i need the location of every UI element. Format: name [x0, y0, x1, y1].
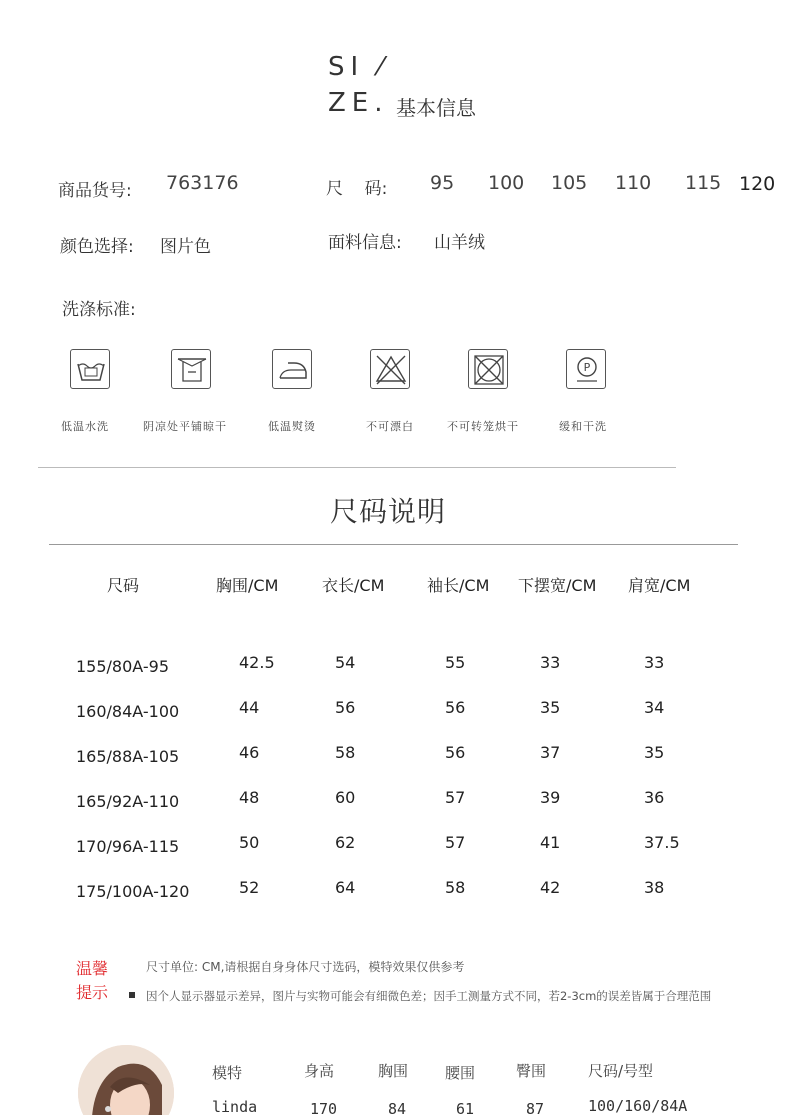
sku-label: 商品货号:	[58, 181, 132, 201]
logo-line1: SI ⁄	[328, 52, 389, 82]
model-header: 身高	[304, 1062, 335, 1080]
model-avatar	[78, 1045, 174, 1115]
table-cell: 42.5	[239, 653, 275, 672]
no-tumble-dry-icon	[468, 349, 508, 389]
tips-label: 温馨	[76, 959, 109, 978]
table-cell: 36	[644, 788, 665, 807]
divider	[49, 544, 738, 545]
no-bleach-icon	[370, 349, 410, 389]
low-temp-wash-icon	[70, 349, 110, 389]
table-cell: 160/84A-100	[76, 702, 180, 721]
color-label: 颜色选择:	[60, 237, 134, 257]
model-value: 100/160/84A	[588, 1097, 688, 1115]
wash-label: 不可漂白	[366, 420, 414, 433]
wash-label: 缓和干洗	[559, 420, 607, 433]
table-cell: 34	[644, 698, 665, 717]
color-value: 图片色	[160, 237, 211, 257]
logo-line2: ZE.	[328, 88, 389, 118]
table-cell: 35	[644, 743, 665, 762]
section-subtitle: 基本信息	[396, 96, 476, 120]
model-header: 臀围	[516, 1062, 547, 1080]
shade-dry-flat-icon	[171, 349, 211, 389]
size-value: 110	[615, 172, 652, 194]
table-cell: 62	[335, 833, 356, 852]
table-cell: 35	[540, 698, 561, 717]
table-cell: 55	[445, 653, 466, 672]
table-cell: 44	[239, 698, 260, 717]
table-header: 胸围/CM	[216, 576, 279, 595]
table-cell: 37.5	[644, 833, 680, 852]
table-cell: 155/80A-95	[76, 657, 170, 676]
table-cell: 175/100A-120	[76, 882, 190, 901]
wash-label: 低温水洗	[61, 420, 109, 433]
table-cell: 60	[335, 788, 356, 807]
table-cell: 39	[540, 788, 561, 807]
tip-text: 尺寸单位: CM,请根据自身身体尺寸选码，模特效果仅供参考	[146, 960, 465, 974]
table-cell: 58	[445, 878, 466, 897]
table-header: 衣长/CM	[322, 576, 385, 595]
table-cell: 57	[445, 788, 466, 807]
model-value: 61	[456, 1100, 475, 1115]
model-value: 170	[310, 1100, 338, 1115]
fabric-value: 山羊绒	[434, 233, 485, 253]
table-cell: 48	[239, 788, 260, 807]
tip-text: 因个人显示器显示差异，图片与实物可能会有细微色差；因手工测量方式不同，若2-3cm的误差皆属于合理范围	[146, 989, 712, 1003]
size-value: 115	[685, 172, 722, 194]
wash-standard-label: 洗涤标准:	[62, 300, 136, 320]
table-cell: 37	[540, 743, 561, 762]
low-temp-iron-icon	[272, 349, 312, 389]
table-header: 袖长/CM	[427, 576, 490, 595]
wash-label: 阴凉处平铺晾干	[143, 420, 227, 433]
size-chart-title: 尺码说明	[330, 495, 447, 528]
model-header: 胸围	[378, 1062, 409, 1080]
tips-label: 提示	[76, 983, 109, 1002]
divider	[38, 467, 676, 468]
size-label: 尺 码:	[326, 179, 388, 199]
table-header: 下摆宽/CM	[518, 576, 597, 595]
table-cell: 54	[335, 653, 356, 672]
sku-value: 763176	[166, 172, 239, 194]
fabric-label: 面料信息:	[328, 233, 402, 253]
table-cell: 33	[644, 653, 665, 672]
table-cell: 52	[239, 878, 260, 897]
table-cell: 56	[335, 698, 356, 717]
table-cell: 41	[540, 833, 561, 852]
size-value: 105	[551, 172, 588, 194]
size-value: 95	[430, 172, 455, 194]
table-cell: 56	[445, 698, 466, 717]
model-value: 84	[388, 1100, 407, 1115]
table-header: 肩宽/CM	[628, 576, 691, 595]
table-cell: 38	[644, 878, 665, 897]
table-cell: 46	[239, 743, 260, 762]
model-value: 87	[526, 1100, 545, 1115]
table-cell: 165/92A-110	[76, 792, 180, 811]
gentle-dry-clean-icon	[566, 349, 606, 389]
table-cell: 58	[335, 743, 356, 762]
wash-label: 不可转笼烘干	[447, 420, 519, 433]
bullet-icon	[129, 992, 135, 998]
table-cell: 57	[445, 833, 466, 852]
table-cell: 33	[540, 653, 561, 672]
table-cell: 165/88A-105	[76, 747, 180, 766]
table-cell: 64	[335, 878, 356, 897]
size-value: 100	[488, 172, 525, 194]
model-header: 腰围	[445, 1064, 476, 1082]
table-cell: 170/96A-115	[76, 837, 180, 856]
svg-text:P: P	[583, 361, 591, 374]
table-cell: 56	[445, 743, 466, 762]
table-cell: 50	[239, 833, 260, 852]
table-header: 尺码	[107, 576, 140, 595]
model-header: 模特	[212, 1064, 243, 1082]
model-value: linda	[212, 1098, 258, 1115]
wash-label: 低温熨烫	[268, 420, 316, 433]
size-value: 120	[739, 173, 776, 195]
table-cell: 42	[540, 878, 561, 897]
model-header: 尺码/号型	[588, 1062, 654, 1080]
